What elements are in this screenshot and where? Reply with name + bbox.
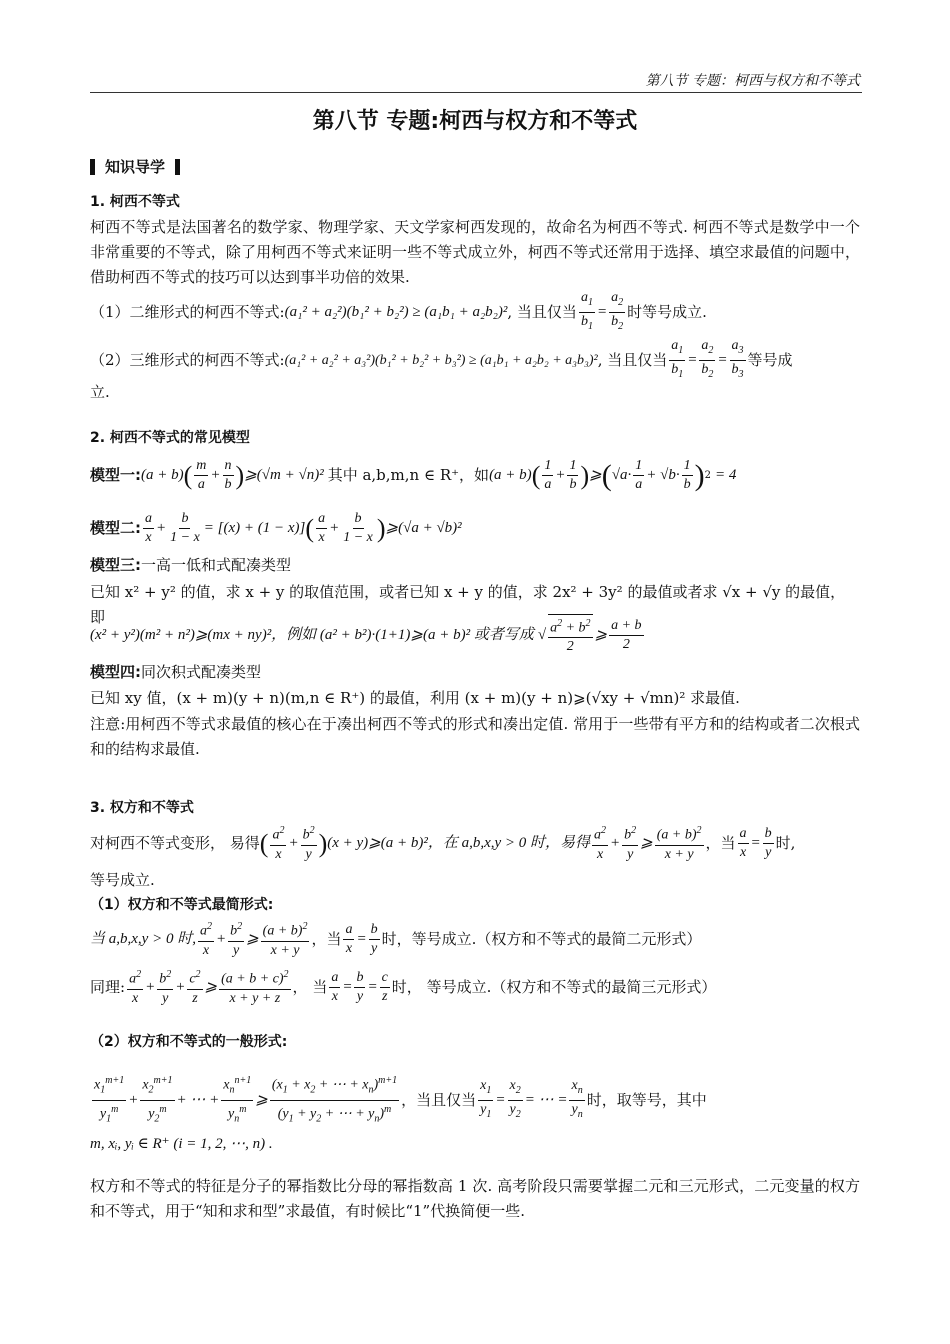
text: 时,	[775, 833, 796, 852]
page-title: 第八节 专题:柯西与权方和不等式	[312, 109, 638, 134]
model-label: 模型三:	[90, 556, 141, 574]
model-label: 模型四:	[90, 663, 141, 681]
formula: m, xᵢ, yᵢ ∈ R⁺ (i = 1, 2, ⋯, n) .	[90, 1136, 273, 1152]
power-mean-derivation: 对柯西不等式变形， 易得 ( $\frac{a^2}{x}$ + $\frac{b^2}{y}$ ) (x + y)⩾(a + b)²，在 a,b,x,y > 0 时，易得 $\frac{a^2}{x}$ + $\frac{b^2}{y}$ ⩾ $\frac{(a + b)^2}{x + y}$ ，当 $\frac{a}{x}$ = $\frac{b}{y}$ 时,	[90, 820, 860, 866]
formula: ⩾	[594, 626, 608, 643]
text: 时， 等号成立.（权方和不等式的最简三元形式）	[391, 977, 717, 996]
model-2: 模型二: $\frac{a}{x}$ + $\frac{b}{1 - x}$ = [(x) + (1 − x)] ( $\frac{a}{x}$ + $\frac{b}{1 - x}$ ) ⩾(√a + √b)²	[90, 510, 462, 545]
text: 时，等号成立.（权方和不等式的最简二元形式）	[381, 929, 702, 948]
section-intro: 柯西不等式是法国著名的数学家、物理学家、天文学家柯西发现的，故命名为柯西不等式. 柯西不等式是数学中一个非常重要的不等式，除了用柯西不等式来证明一些不等式成立外，柯西不等式还常用于选择、填空求最值的问题中，借助柯西不等式的技巧可以达到事半功倍的效果.	[90, 218, 860, 286]
model-3	[90, 553, 860, 578]
model-label: 模型一:	[90, 465, 141, 484]
general-form: $\frac{x_1^{m+1}}{y_1^m}$ + $\frac{x_2^{m+1}}{y_2^m}$ + ⋯ + $\frac{x_n^{n+1}}{y_n^m}$ ⩾ $\frac{(x_1 + x_2 + \cdots + x_n)^{m+1}}{(y_1 + y_2 + \cdots + y_n)^m}$ ，当且仅当 $\frac{x_1}{y_1}$ = $\frac{x_2}{y_2}$ = ⋯ = $\frac{x_n}{y_n}$ 时，取等号，其中	[90, 1074, 860, 1126]
text: 等号成立.	[90, 871, 155, 889]
running-header: 第八节 专题：柯西与权方和不等式	[645, 73, 860, 89]
formula: (a + b)	[141, 466, 184, 483]
text: ， 当	[292, 977, 328, 996]
formula: (x² + y²)(m² + n²)⩾(mx + ny)²，例如 (a² + b²)·(1+1)⩾(a + b)² 或者写成	[90, 626, 534, 643]
formula: (x + y)⩾(a + b)²，在 a,b,x,y > 0 时，易得	[327, 834, 591, 851]
formula: = [(x) + (1 − x)]	[203, 519, 306, 536]
section-tag	[90, 156, 180, 177]
formula: (a₁² + a₂²)(b₁² + b₂²) ≥ (a₁b₁ + a₂b₂)²	[284, 303, 508, 320]
text: ，当	[311, 929, 342, 948]
tag-label: 知识导学	[105, 158, 166, 176]
text: 当 a,b,x,y > 0 时,	[90, 930, 196, 947]
section-heading: 1. 柯西不等式	[90, 194, 180, 210]
text: 时等号成立.	[627, 302, 707, 321]
cauchy-2d: （1）二维形式的柯西不等式: (a₁² + a₂²)(b₁² + b₂²) ≥ (a₁b₁ + a₂b₂)² , 当且仅当 $\frac{a_1}{b_1}$ = $\frac{a_2}{b_2}$ 时等号成立.	[90, 292, 860, 332]
text: ，当且仅当	[401, 1090, 477, 1109]
subheading: （2）权方和不等式的一般形式:	[90, 1034, 288, 1050]
subheading: （1）权方和不等式最简形式:	[90, 897, 274, 913]
model-1: 模型一: (a + b) ( $\frac{m}{a}$ + $\frac{n}{b}$ ) ⩾(√m + √n)² 其中 a,b,m,n ∈ R⁺，如 (a + b) ( $\frac{1}{a}$ + $\frac{1}{b}$ ) ⩾ ( √a· $\frac{1}{a}$ + √b· $\frac{1}{b}$ ) 2 = 4	[90, 457, 737, 492]
text: （1）二维形式的柯西不等式:	[90, 302, 285, 321]
formula: ⩾	[640, 834, 653, 851]
text: , 当且仅当	[597, 350, 668, 369]
text: 已知 x² + y² 的值，求 x + y 的取值范围，或者已知 x + y 的值，求 2x² + 3y² 的最值或者求 √x + √y 的最值， 即	[90, 583, 846, 626]
model-4	[90, 660, 860, 685]
text: 同理:	[90, 977, 126, 996]
formula: ⩾	[589, 466, 602, 483]
text: ，当	[705, 833, 736, 852]
model-desc: 一高一低和式配凑类型	[141, 556, 292, 574]
model-3-example: (x² + y²)(m² + n²)⩾(mx + ny)²，例如 (a² + b²)·(1+1)⩾(a + b)² 或者写成 √ $\frac{a^2 + b^2}{2}$ ⩾ $\frac{a + b}{2}$	[90, 612, 860, 658]
section-cauchy	[90, 190, 860, 290]
cauchy-3d: （2）三维形式的柯西不等式: (a₁² + a₂² + a₃²)(b₁² + b₂² + b₃²) ≥ (a₁b₁ + a₂b₂ + a₃b₃)² , 当且仅当 $\frac{a_1}{b_1}$ = $\frac{a_2}{b_2}$ = $\frac{a_3}{b_3}$ 等号成	[90, 337, 793, 380]
note: 注意:用柯西不等式求最值的核心在于凑出柯西不等式的形式和凑出定值. 常用于一些带有平方和的结构或者二次根式和的结构求最值.	[90, 715, 860, 758]
header-rule	[90, 92, 862, 93]
formula: ⩾(√a + √b)²	[385, 519, 462, 536]
text: 已知 xy 值，(x + m)(y + n)(m,n ∈ R⁺) 的最值，利用 (x + m)(y + n)⩾(√xy + √mn)² 求最值.	[90, 689, 740, 707]
tag-bar-left	[90, 159, 95, 175]
formula: = 4	[714, 466, 737, 483]
text: 对柯西不等式变形， 易得	[90, 833, 260, 852]
section-heading: 2. 柯西不等式的常见模型	[90, 430, 250, 446]
formula: (a₁² + a₂² + a₃²)(b₁² + b₂² + b₃²) ≥ (a₁b₁ + a₂b₂ + a₃b₃)²	[284, 352, 598, 368]
simplest-3: 同理: $\frac{a^2}{x}$ + $\frac{b^2}{y}$ + $\frac{c^2}{z}$ ⩾ $\frac{(a + b + c)^2}{x + y + z}$ ， 当 $\frac{a}{x}$ = $\frac{b}{y}$ = $\frac{c}{z}$ 时， 等号成立.（权方和不等式的最简三元形式）	[90, 964, 860, 1010]
model-label: 模型二:	[90, 518, 141, 537]
text: 其中 a,b,m,n ∈ R⁺，如	[327, 465, 490, 484]
section-heading: 3. 权方和不等式	[90, 800, 194, 816]
text: （2）三维形式的柯西不等式:	[90, 350, 285, 369]
formula: ⩾(√m + √n)²	[244, 466, 324, 483]
text: , 当且仅当	[507, 302, 577, 321]
text: 时，取等号，其中	[586, 1090, 707, 1109]
model-desc: 同次积式配凑类型	[141, 663, 262, 681]
text: 立.	[90, 383, 110, 401]
fraction: $\frac{a_2}{b_2}$	[611, 289, 624, 332]
simplest-2: 当 a,b,x,y > 0 时, $\frac{a^2}{x}$ + $\frac{b^2}{y}$ ⩾ $\frac{(a + b)^2}{x + y}$ ，当 $\frac{a}{x}$ = $\frac{b}{y}$ 时，等号成立.（权方和不等式的最简二元形式）	[90, 916, 860, 962]
fraction: $\frac{a_1}{b_1}$	[580, 289, 593, 332]
text: 等号成	[747, 350, 793, 369]
formula: (a + b)	[489, 466, 532, 483]
tag-bar-right	[175, 159, 180, 175]
closing-paragraph: 权方和不等式的特征是分子的幂指数比分母的幂指数高 1 次. 高考阶段只需要掌握二元和三元形式，二元变量的权方和不等式，用于“知和求和型”求最值，有时候比“1”代换简便一些.	[90, 1177, 860, 1220]
